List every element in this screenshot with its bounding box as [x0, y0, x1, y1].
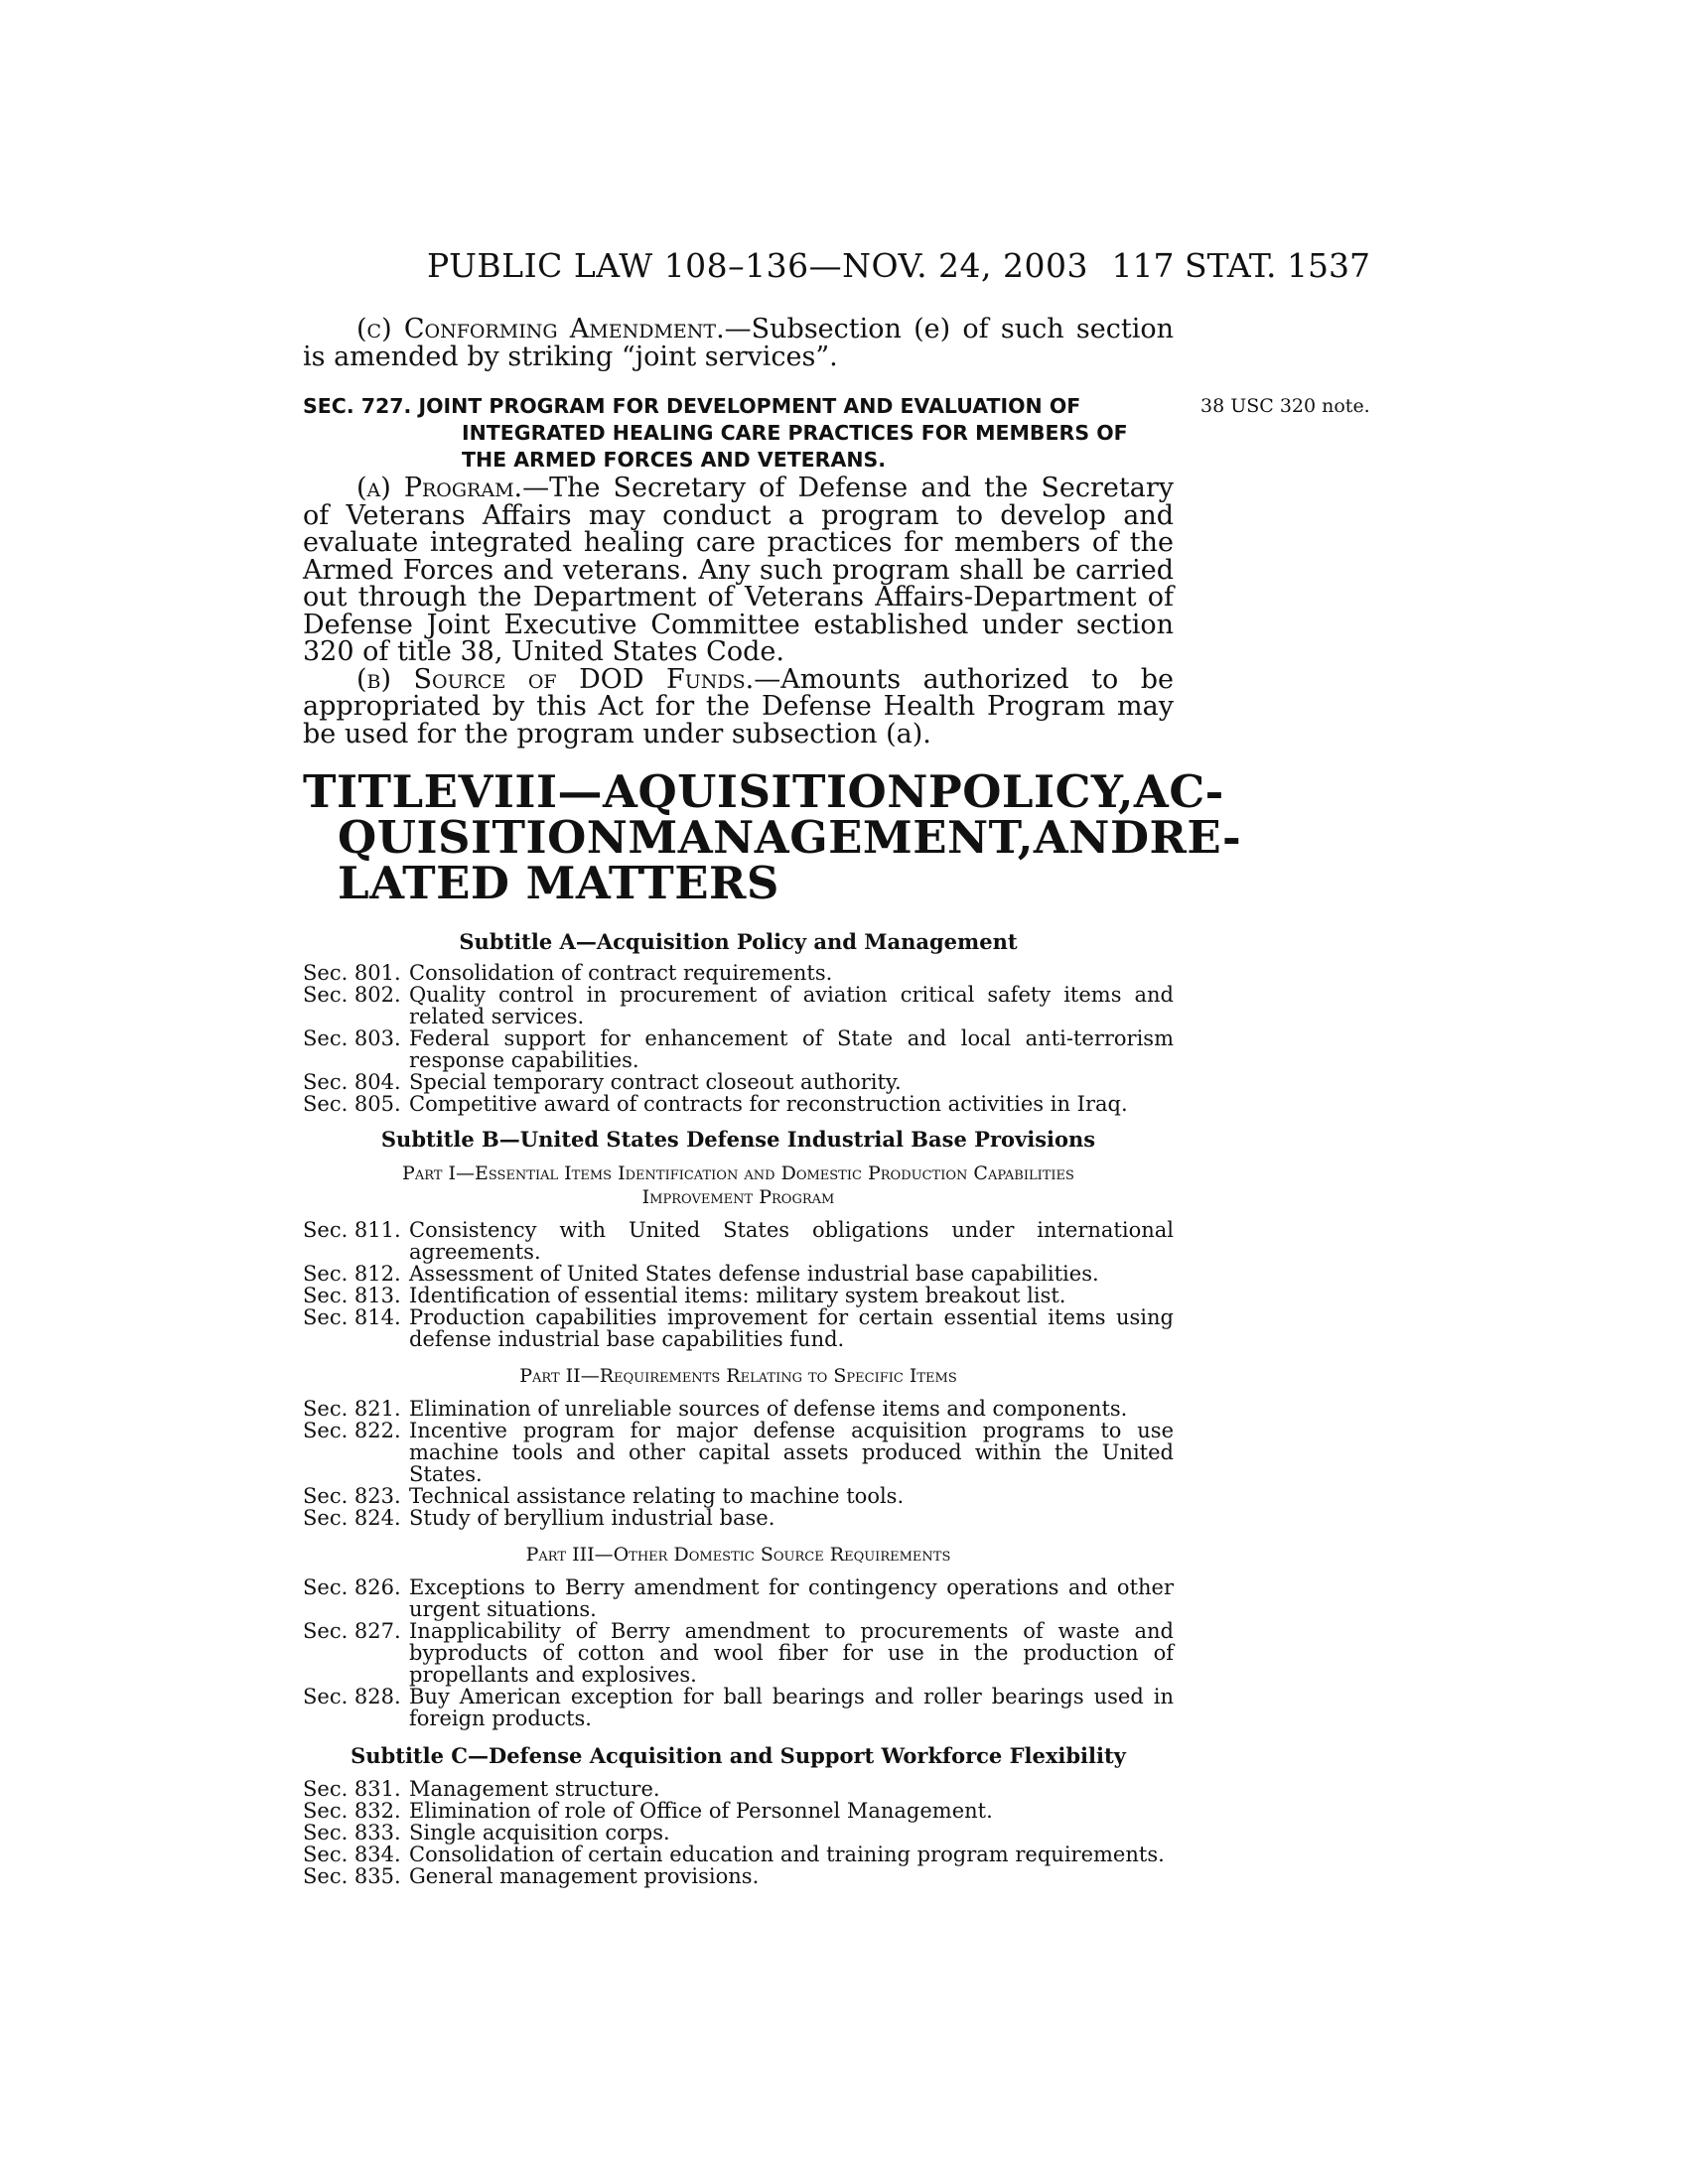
toc-section-title: Quality control in procurement of aviation critical safety items and related services. [409, 983, 1174, 1028]
subsection-a-label: (a) Program.— [356, 473, 550, 503]
toc-section-title: Federal support for enhancement of State and local anti-terrorism response capabilities. [409, 1026, 1174, 1072]
toc-section-number: Sec. 828. [303, 1685, 401, 1708]
title-word: RE- [1149, 811, 1242, 864]
subsection-b-text: Amounts authorized to be appropriated by this Act for the Defense Health Program may be used for the program under subsection (a). [303, 663, 1174, 750]
toc-section-title: Inapplicability of Berry amendment to procurements of waste and byproducts of cotton and wool fiber for use in the production of propellants and explosives. [409, 1619, 1174, 1687]
toc-section-title: Identification of essential items: military system breakout list. [409, 1284, 1066, 1307]
toc-section-number: Sec. 822. [303, 1419, 401, 1442]
subsection-b [303, 663, 1174, 750]
toc-entry [303, 1865, 1174, 1887]
toc-entry [303, 1843, 1174, 1865]
toc-entry [303, 1071, 1174, 1093]
page-header [427, 246, 1370, 286]
subsection-b-label: (b) Source of DOD Funds.— [356, 663, 781, 695]
toc-section-number: Sec. 812. [303, 1262, 401, 1286]
toc-section-title: Incentive program for major defense acquisition programs to use machine tools and other capital assets produced within the United States. [409, 1419, 1174, 1486]
toc-section-number: Sec. 811. [303, 1218, 401, 1242]
section-heading-rest: INTEGRATED HEALING CARE PRACTICES FOR MEMBERS OF THE ARMED FORCES AND VETERANS. [462, 421, 1128, 472]
subsection-text: Subsection (e) of such section is amended by striking “joint services”. [303, 314, 1174, 372]
toc-entry [303, 1263, 1174, 1285]
toc-entry [303, 962, 1174, 984]
toc-section-number: Sec. 824. [303, 1506, 401, 1530]
toc-section-title: Special temporary contract closeout authority. [409, 1070, 902, 1094]
toc-section-number: Sec. 804. [303, 1070, 401, 1094]
toc-section-title: Competitive award of contracts for reconstruction activities in Iraq. [409, 1092, 1128, 1116]
toc-section-number: Sec. 834. [303, 1843, 401, 1866]
toc-entry [303, 1306, 1174, 1350]
toc-entry [303, 1778, 1174, 1800]
toc-section-title: Production capabilities improvement for certain essential items using defense industrial base capabilities fund. [409, 1305, 1174, 1351]
toc-section-number: Sec. 832. [303, 1799, 401, 1823]
toc-section-title: Technical assistance relating to machine tools. [409, 1484, 905, 1508]
toc-entry [303, 1093, 1174, 1115]
toc-section-number: Sec. 813. [303, 1284, 401, 1307]
toc-section-title: Elimination of role of Office of Personnel Management. [409, 1799, 993, 1823]
subtitle-c-list [303, 1778, 1174, 1887]
part-1-list [303, 1219, 1174, 1350]
toc-section-title: General management provisions. [409, 1864, 760, 1888]
toc-section-title: Management structure. [409, 1777, 660, 1801]
toc-section-number: Sec. 821. [303, 1397, 401, 1421]
toc-section-number: Sec. 805. [303, 1092, 401, 1116]
part-1-heading-line1: Part I—Essential Items Identification and Domestic Production Capabilities [402, 1162, 1074, 1184]
toc-section-title: Consolidation of contract requirements. [409, 961, 833, 985]
conforming-amendment [303, 316, 1174, 370]
title-word: LATED MATTERS [338, 857, 779, 909]
section-heading-line1: SEC. 727. JOINT PROGRAM FOR DEVELOPMENT AND EVALUATION OF [303, 394, 1081, 418]
title-word: MANAGEMENT, [628, 811, 1034, 864]
toc-section-title: Exceptions to Berry amendment for contingency operations and other urgent situations. [409, 1575, 1174, 1621]
title-word: QUISITION [338, 811, 629, 864]
toc-entry [303, 1507, 1174, 1529]
toc-entry [303, 1219, 1174, 1263]
subtitle-a-list [303, 962, 1174, 1115]
statute-page-number: 117 STAT. 1537 [1111, 246, 1370, 285]
toc-section-title: Study of beryllium industrial base. [409, 1506, 775, 1530]
title-word: VIII—AQUISITION [458, 765, 928, 818]
toc-section-title: Consolidation of certain education and training program requirements. [409, 1843, 1165, 1866]
toc-section-number: Sec. 827. [303, 1619, 401, 1643]
toc-section-number: Sec. 803. [303, 1026, 401, 1050]
toc-section-title: Buy American exception for ball bearings and roller bearings used in foreign products. [409, 1685, 1174, 1730]
part-2-list [303, 1398, 1174, 1529]
toc-entry [303, 1576, 1174, 1620]
toc-entry [303, 1485, 1174, 1507]
toc-entry [303, 1285, 1174, 1306]
toc-entry [303, 1800, 1174, 1822]
toc-section-number: Sec. 835. [303, 1864, 401, 1888]
subtitle-b-heading: Subtitle B—United States Defense Industrial Base Provisions [380, 1127, 1096, 1152]
running-head-title: PUBLIC LAW 108–136—NOV. 24, 2003 [427, 246, 1089, 285]
subsection-label: (c) Conforming Amendment.— [356, 314, 752, 344]
toc-entry [303, 1027, 1174, 1071]
subsection-a-text: The Secretary of Defense and the Secretary of Veterans Affairs may conduct a program to develop and evaluate integrated healing care practices for members of the Armed Forces and veterans. Any such program shall be carried out through the Department of Veterans Affairs-Department of Defense Joint Executive Committee established under section 320 of title 38, United States Code. [303, 473, 1174, 667]
table-of-contents [303, 929, 1174, 1887]
toc-section-title: Elimination of unreliable sources of defense items and components. [409, 1397, 1128, 1421]
toc-section-number: Sec. 826. [303, 1575, 401, 1599]
toc-entry [303, 984, 1174, 1027]
section-heading [303, 393, 1174, 474]
subsection-a [303, 475, 1174, 666]
toc-section-title: Consistency with United States obligations under international agreements. [409, 1218, 1174, 1264]
toc-section-number: Sec. 801. [303, 961, 401, 985]
title-word: AC- [1133, 765, 1224, 818]
toc-section-title: Assessment of United States defense industrial base capabilities. [409, 1262, 1099, 1286]
title-heading [303, 765, 1242, 909]
toc-entry [303, 1420, 1174, 1485]
toc-entry [303, 1620, 1174, 1686]
toc-section-number: Sec. 831. [303, 1777, 401, 1801]
title-word: TITLE [303, 765, 459, 818]
subtitle-c-heading: Subtitle C—Defense Acquisition and Support Workforce Flexibility [351, 1743, 1126, 1768]
toc-section-title: Single acquisition corps. [409, 1821, 670, 1844]
toc-section-number: Sec. 823. [303, 1484, 401, 1508]
part-2-heading: Part II—Requirements Relating to Specific Items [519, 1365, 957, 1387]
subtitle-a-heading: Subtitle A—Acquisition Policy and Management [459, 929, 1018, 954]
part-1-heading-line2: Improvement Program [641, 1186, 835, 1208]
part-3-heading: Part III—Other Domestic Source Requirements [525, 1544, 951, 1566]
toc-entry [303, 1398, 1174, 1420]
toc-section-number: Sec. 814. [303, 1305, 401, 1329]
toc-section-number: Sec. 802. [303, 983, 401, 1007]
margin-note: 38 USC 320 note. [1200, 395, 1370, 417]
title-word: AND [1033, 811, 1150, 864]
section-727-body [303, 475, 1174, 748]
title-word: POLICY, [927, 765, 1134, 818]
toc-section-number: Sec. 833. [303, 1821, 401, 1844]
part-3-list [303, 1576, 1174, 1729]
toc-entry [303, 1822, 1174, 1843]
toc-entry [303, 1686, 1174, 1729]
